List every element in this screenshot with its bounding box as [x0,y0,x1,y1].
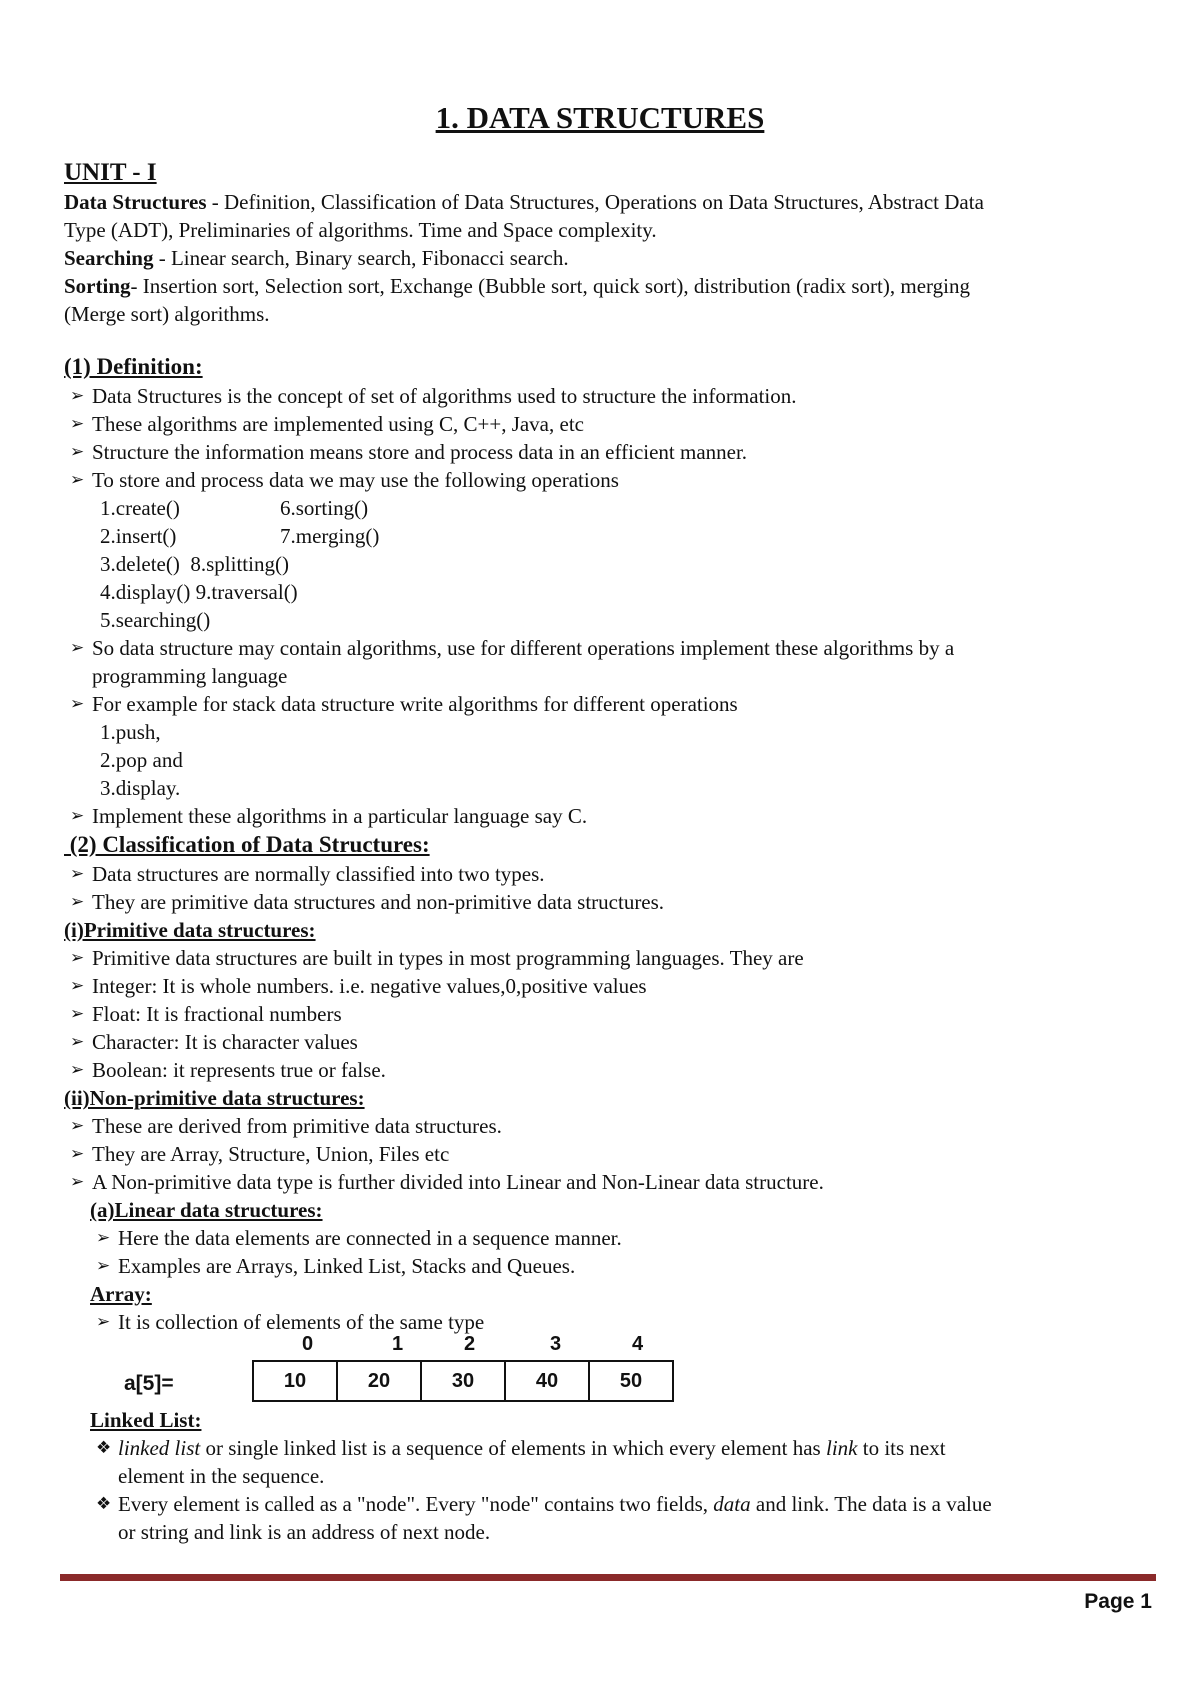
arrow-bullet-icon: ➢ [96,1228,111,1248]
array-index: 4 [632,1333,644,1355]
bullet-item: ➢ Primitive data structures are built in types in most programming languages. They are [70,946,804,970]
definition-heading: (1) Definition: [64,354,203,379]
unit-heading: UNIT - I [64,159,157,186]
classification-heading: (2) Classification of Data Structures: [64,832,430,857]
primitive-heading: (i)Primitive data structures: [64,918,316,942]
arrow-bullet-icon: ➢ [70,892,85,912]
operation-row: 1.create() 6.sorting() [100,496,369,520]
bullet-item: ➢ Boolean: it represents true or false. [70,1058,386,1082]
syllabus-sort-text-1: - Insertion sort, Selection sort, Exchange (Bubble sort, quick sort), distribution (radix sort), merging [130,274,970,298]
operation-row: 5.searching() [100,608,211,632]
bullet-item: ➢ These algorithms are implemented using C, C++, Java, etc [70,412,584,436]
arrow-bullet-icon: ➢ [70,442,85,462]
syllabus-search-label: Searching [64,246,154,270]
arrow-bullet-icon: ➢ [96,1312,111,1332]
arrow-bullet-icon: ➢ [70,1060,85,1080]
syllabus-ds-line-1 [64,188,1144,216]
array-cell: 40 [506,1362,590,1400]
arrow-bullet-icon: ➢ [70,638,85,658]
syllabus-sort-line-1 [64,272,1144,300]
array-index: 1 [392,1333,404,1355]
bullet-item: ➢ So data structure may contain algorithms, use for different operations implement these algorithms by a [70,636,955,660]
syllabus-ds-label: Data Structures [64,190,207,214]
bullet-item: ➢ A Non-primitive data type is further divided into Linear and Non-Linear data structure. [70,1170,824,1194]
stack-op: 1.push, [100,720,161,744]
bullet-item: ➢ They are Array, Structure, Union, Files etc [70,1142,450,1166]
array-cell: 30 [422,1362,506,1400]
bullet-item: ➢ Character: It is character values [70,1030,358,1054]
linear-heading: (a)Linear data structures: [90,1198,323,1222]
array-cells [252,1360,674,1402]
bullet-item: ➢ Structure the information means store and process data in an efficient manner. [70,440,748,464]
arrow-bullet-icon: ➢ [70,470,85,490]
array-name: a[5]= [124,1372,174,1395]
array-heading: Array: [90,1282,152,1306]
arrow-bullet-icon: ➢ [70,976,85,996]
stack-op: 3.display. [100,776,181,800]
diamond-bullet-icon: ❖ [96,1438,112,1458]
arrow-bullet-icon: ➢ [70,948,85,968]
bullet-item: ➢ Float: It is fractional numbers [70,1002,342,1026]
bullet-item: ➢ Integer: It is whole numbers. i.e. negative values,0,positive values [70,974,647,998]
syllabus-sort-line-2: (Merge sort) algorithms. [64,302,270,326]
arrow-bullet-icon: ➢ [70,386,85,406]
bullet-continuation: or string and link is an address of next node. [118,1520,491,1544]
array-cell: 50 [619,1370,643,1392]
bullet-item: ❖ Every element is called as a "node". Every "node" contains two fields, data and link. The data is a value [96,1492,992,1516]
operation-row: 3.delete() 8.splitting() [100,552,289,576]
stack-op: 2.pop and [100,748,183,772]
bullet-continuation: element in the sequence. [118,1464,325,1488]
array-index: 3 [550,1333,562,1355]
operation-row: 2.insert() 7.merging() [100,524,380,548]
page-content [64,158,1144,1546]
arrow-bullet-icon: ➢ [96,1256,111,1276]
linked-list-heading: Linked List: [90,1408,202,1432]
syllabus-sort-label: Sorting [64,274,131,298]
bullet-item: ➢ Examples are Arrays, Linked List, Stacks and Queues. [96,1254,576,1278]
arrow-bullet-icon: ➢ [70,1032,85,1052]
array-index: 2 [464,1333,476,1355]
diamond-bullet-icon: ❖ [96,1494,112,1514]
syllabus-ds-text-1: - Definition, Classification of Data Structures, Operations on Data Structures, Abstract Data [206,190,984,214]
bullet-item: ➢ They are primitive data structures and non-primitive data structures. [70,890,665,914]
array-cell: 20 [338,1362,422,1400]
arrow-bullet-icon: ➢ [70,694,85,714]
syllabus-search-text: - Linear search, Binary search, Fibonacci search. [153,246,569,270]
arrow-bullet-icon: ➢ [70,414,85,434]
bullet-item: ➢ For example for stack data structure write algorithms for different operations [70,692,738,716]
bullet-continuation: programming language [92,664,288,688]
arrow-bullet-icon: ➢ [70,1116,85,1136]
bullet-item: ➢ Implement these algorithms in a particular language say C. [70,804,588,828]
arrow-bullet-icon: ➢ [70,1144,85,1164]
bullet-item: ➢ It is collection of elements of the same type [96,1310,485,1334]
array-figure [124,1306,1144,1406]
array-cell: 10 [254,1362,338,1400]
operation-row: 4.display() 9.traversal() [100,580,298,604]
arrow-bullet-icon: ➢ [70,864,85,884]
bullet-item: ➢ Data structures are normally classified into two types. [70,862,545,886]
spacer [64,328,1144,352]
page-title: 1. DATA STRUCTURES [435,100,765,135]
arrow-bullet-icon: ➢ [70,1004,85,1024]
arrow-bullet-icon: ➢ [70,1172,85,1192]
bullet-item: ➢ Data Structures is the concept of set of algorithms used to structure the information. [70,384,797,408]
array-index: 0 [302,1333,314,1355]
nonprimitive-heading: (ii)Non-primitive data structures: [64,1086,365,1110]
footer-rule [60,1574,1156,1581]
syllabus-search-line [64,244,1144,272]
arrow-bullet-icon: ➢ [70,806,85,826]
bullet-item: ➢ These are derived from primitive data structures. [70,1114,502,1138]
bullet-item: ➢ Here the data elements are connected in a sequence manner. [96,1226,622,1250]
page-number: Page 1 [1084,1590,1152,1613]
bullet-item: ➢ To store and process data we may use the following operations [70,468,619,492]
syllabus-ds-line-2: Type (ADT), Preliminaries of algorithms. Time and Space complexity. [64,218,657,242]
bullet-item: ❖ linked list or single linked list is a sequence of elements in which every element has link to its next [96,1436,946,1460]
